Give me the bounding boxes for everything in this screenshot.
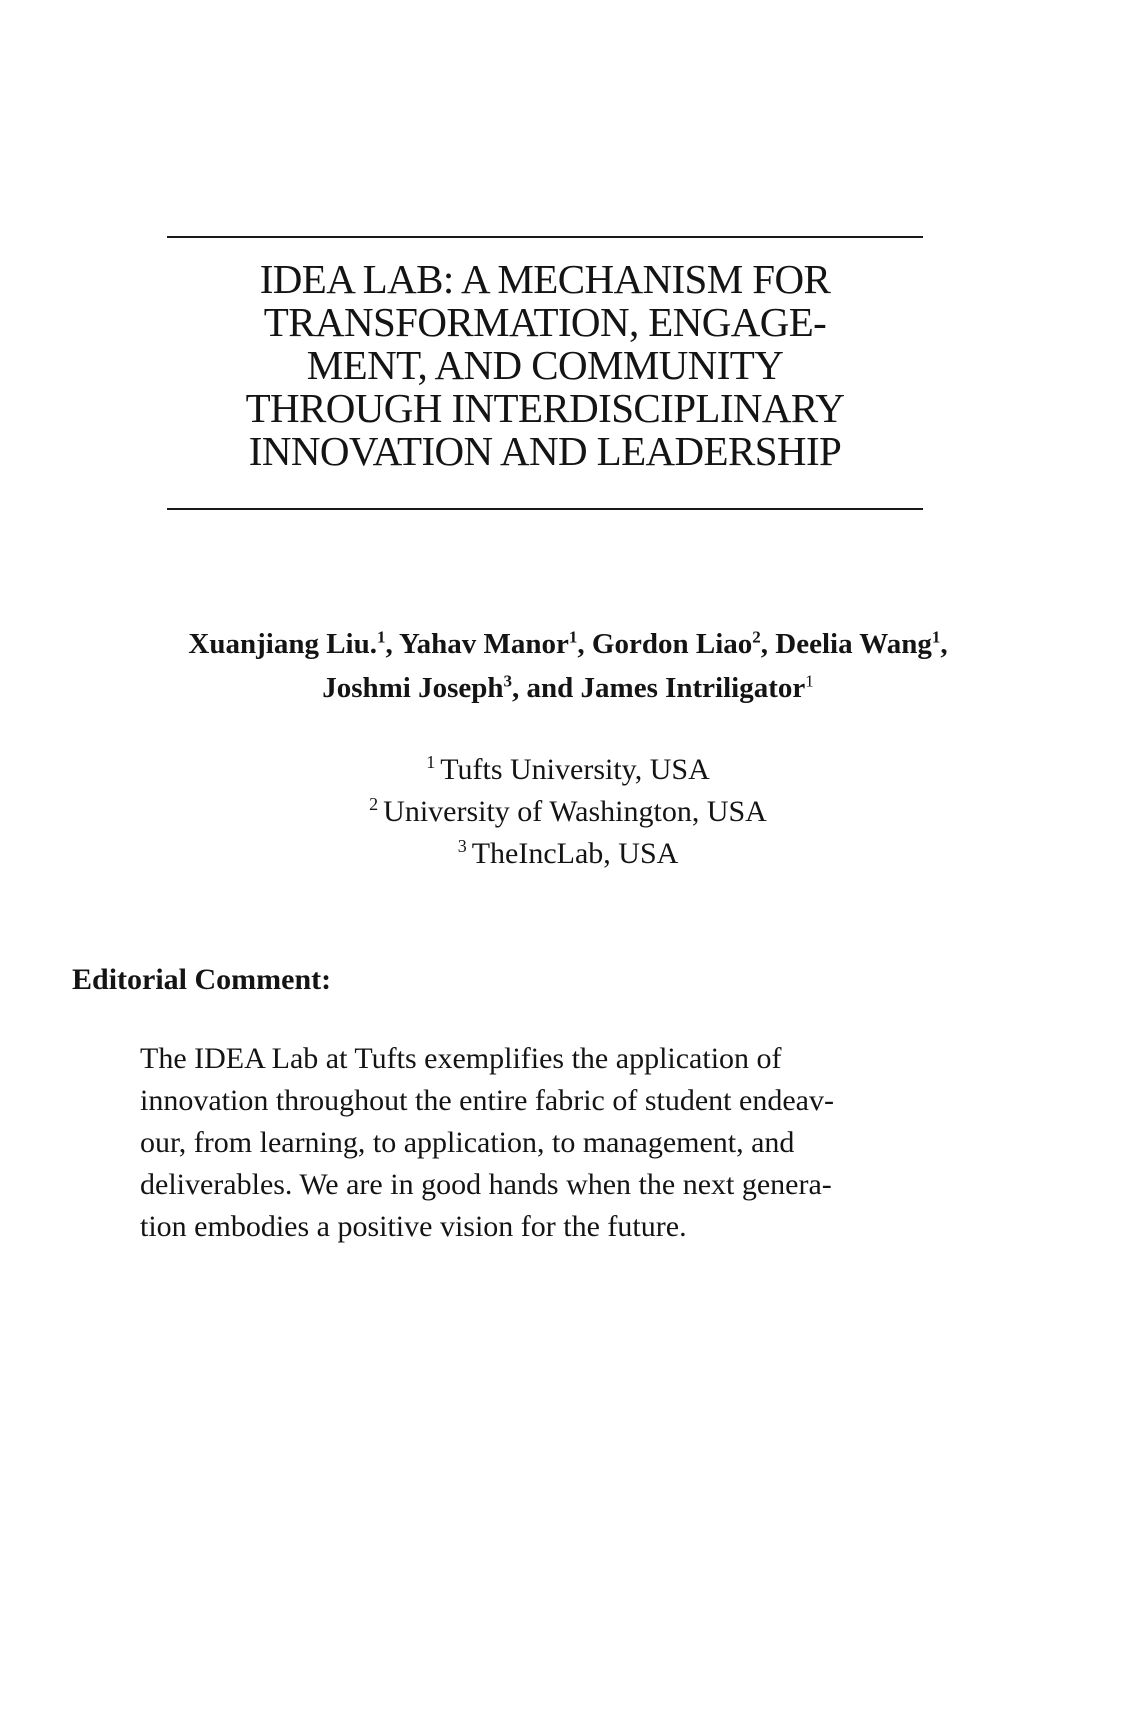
author-separator: , and	[512, 672, 581, 704]
affiliation-list	[40, 749, 1096, 875]
title-bottom-rule	[167, 508, 923, 510]
editorial-line: The IDEA Lab at Tufts exemplifies the application of	[140, 1042, 782, 1075]
editorial-comment-body	[140, 1038, 940, 1248]
author-name: Joshmi Joseph	[322, 672, 504, 704]
author-name: Deelia Wang	[775, 628, 932, 660]
affiliation-number: 2	[369, 794, 379, 814]
title-line: TRANSFORMATION, ENGAGE-	[263, 299, 827, 345]
author-affiliation-mark: 1	[377, 627, 386, 647]
affiliation-item	[40, 749, 1096, 791]
title-line: THROUGH INTERDISCIPLINARY	[245, 385, 845, 431]
title-top-rule	[167, 236, 923, 238]
editorial-comment-heading: Editorial Comment:	[72, 963, 332, 996]
author-name: Yahav Manor	[398, 628, 569, 660]
author-affiliation-mark: 1	[931, 627, 941, 647]
author-name: James Intriligator	[580, 672, 806, 704]
title-line: IDEA LAB: A MECHANISM FOR	[259, 256, 831, 302]
author-affiliation-mark: 1	[805, 671, 814, 691]
affiliation-number: 3	[457, 836, 467, 856]
affiliation-number: 1	[426, 752, 436, 772]
author-affiliation-mark: 2	[752, 627, 761, 647]
affiliation-text: University of Washington, USA	[383, 795, 767, 828]
editorial-line: our, from learning, to application, to management, and	[140, 1126, 795, 1159]
author-line-1	[40, 622, 1096, 666]
affiliation-text: Tufts University, USA	[440, 753, 710, 786]
title-line: MENT, AND COMMUNITY	[306, 342, 784, 388]
author-line-2	[40, 666, 1096, 710]
editorial-line: deliverables. We are in good hands when the next genera-	[140, 1168, 832, 1201]
affiliation-item	[40, 833, 1096, 875]
author-separator: ,	[577, 628, 592, 660]
affiliation-text: TheIncLab, USA	[471, 837, 679, 870]
author-affiliation-mark: 1	[568, 627, 578, 647]
author-name: Xuanjiang Liu.	[188, 628, 377, 660]
author-separator: ,	[760, 628, 776, 660]
title-line: INNOVATION AND LEADERSHIP	[248, 428, 842, 474]
affiliation-item	[40, 791, 1096, 833]
author-separator: ,	[940, 628, 948, 660]
paper-title	[167, 258, 923, 473]
author-separator: ,	[385, 628, 399, 660]
author-name: Gordon Liao	[591, 628, 753, 660]
author-affiliation-mark: 3	[503, 671, 513, 691]
editorial-line: tion embodies a positive vision for the future.	[140, 1210, 687, 1243]
editorial-line: innovation throughout the entire fabric of student endeav-	[140, 1084, 834, 1117]
author-list	[40, 622, 1096, 710]
